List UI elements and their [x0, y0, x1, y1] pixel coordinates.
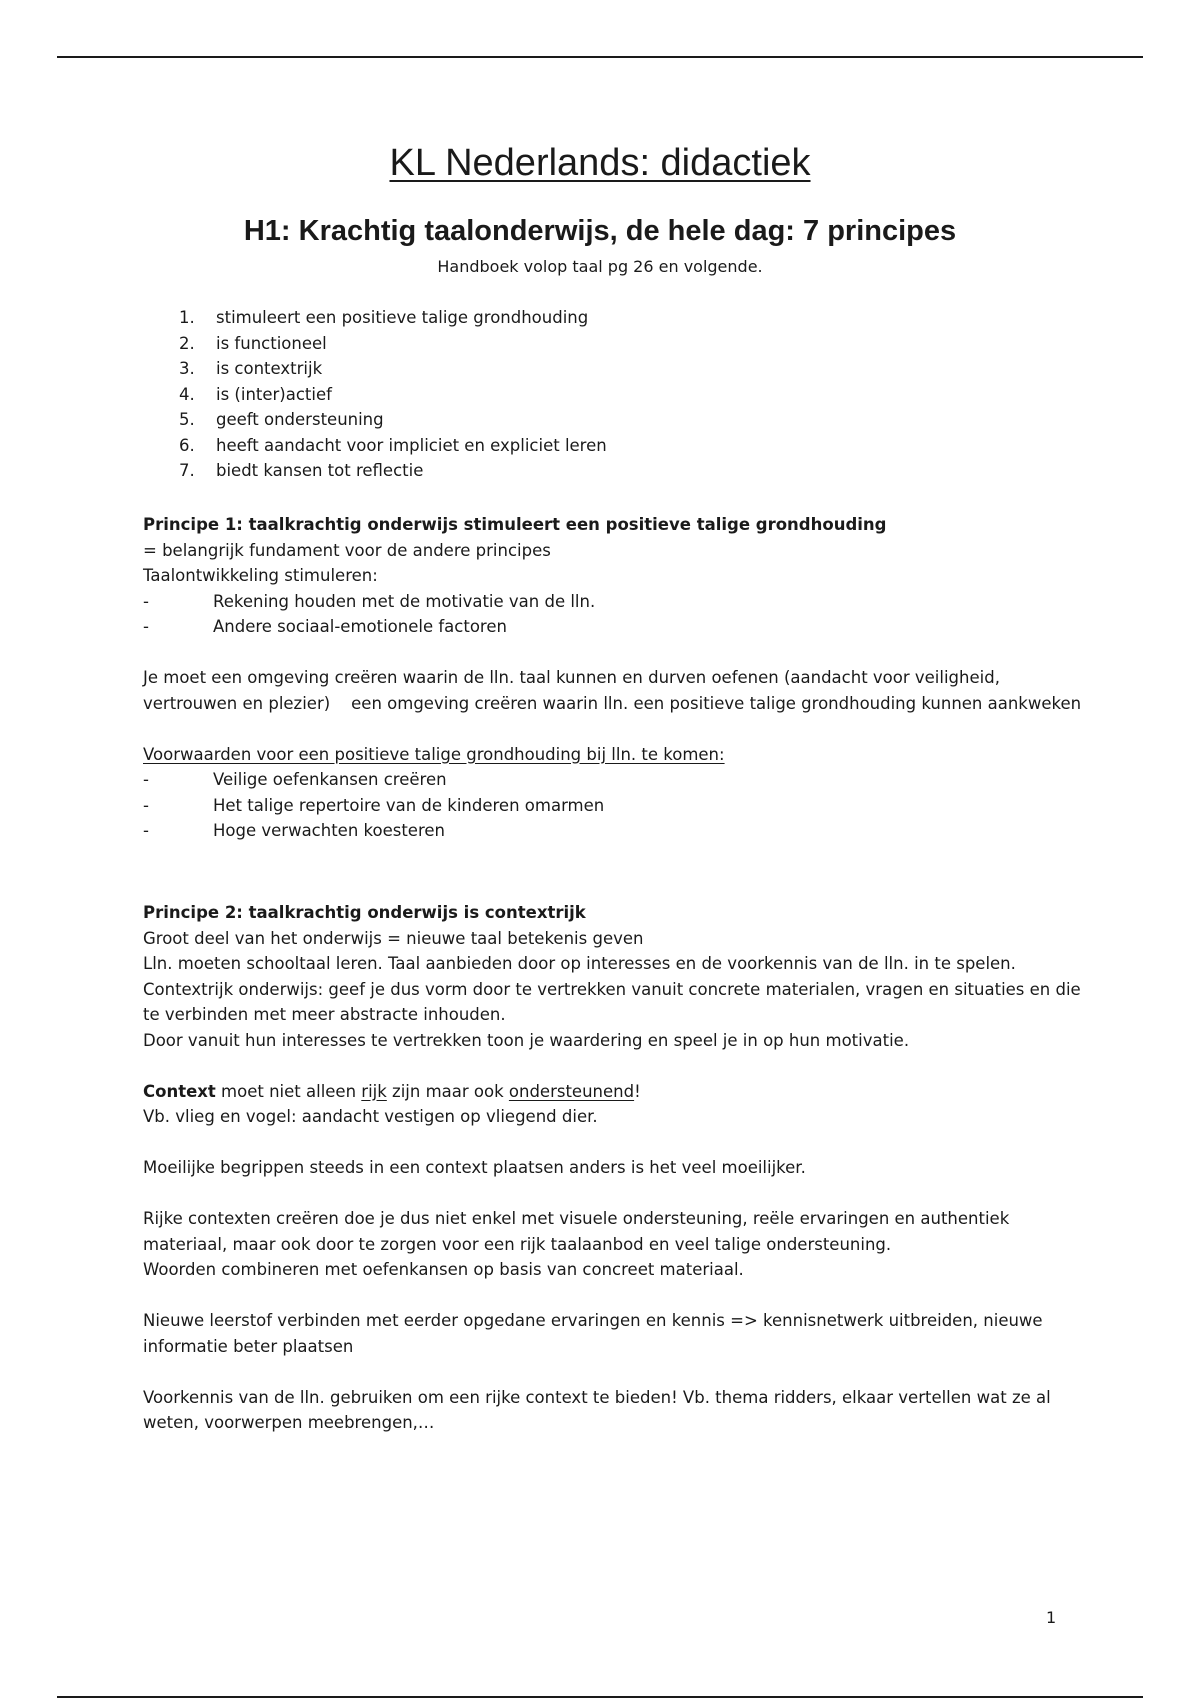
paragraph: Nieuwe leerstof verbinden met eerder opgedane ervaringen en kennis => kennisnetwerk uitbreiden, nieuwe informatie beter plaatsen — [143, 1311, 1043, 1356]
bullet-item: - Veilige oefenkansen creëren — [143, 770, 447, 789]
list-item: 4. is (inter)actief — [179, 384, 332, 404]
principle-1-heading: Principe 1: taalkrachtig onderwijs stimuleert een positieve talige grondhouding — [143, 515, 887, 534]
subtitle: Handboek volop taal pg 26 en volgende. — [437, 257, 763, 276]
text-line: Groot deel van het onderwijs = nieuwe taal betekenis geven — [143, 928, 644, 948]
list-item: 3. is contextrijk — [179, 359, 323, 378]
principle-2-section — [143, 900, 1083, 1436]
bullet-item: - Rekening houden met de motivatie van de lln. — [143, 591, 596, 611]
list-item: 1. stimuleert een positieve talige grondhouding — [179, 308, 589, 327]
text-line: Lln. moeten schooltaal leren. Taal aanbieden door op interesses en de voorkennis van de lln. in te spelen. — [143, 954, 1016, 973]
bullet-item: - Het talige repertoire van de kinderen omarmen — [143, 795, 605, 815]
top-rule — [57, 56, 1143, 58]
text-line: Taalontwikkeling stimuleren: — [143, 566, 378, 585]
principle-2-heading: Principe 2: taalkrachtig onderwijs is contextrijk — [143, 903, 586, 922]
list-item: 6. heeft aandacht voor impliciet en expliciet leren — [179, 435, 607, 455]
list-item: 5. geeft ondersteuning — [179, 410, 384, 429]
text-line: Contextrijk onderwijs: geef je dus vorm door te vertrekken vanuit concrete materialen, vragen en situaties en die te verbinden met meer abstracte inhouden. — [143, 979, 1081, 1024]
bullet-item: - Hoge verwachten koesteren — [143, 821, 445, 840]
page-title: KL Nederlands: didactiek — [389, 142, 811, 184]
list-item: 2. is functioneel — [179, 333, 327, 353]
conditions-heading: Voorwaarden voor een positieve talige grondhouding bij lln. te komen: — [143, 744, 725, 764]
paragraph: Woorden combineren met oefenkansen op basis van concreet materiaal. — [143, 1260, 744, 1279]
paragraph: Rijke contexten creëren doe je dus niet enkel met visuele ondersteuning, reële ervaringen en authentiek materiaal, maar ook door te zorgen voor een rijk taalaanbod en veel talige ondersteuning. — [143, 1209, 1010, 1254]
text-line: Door vanuit hun interesses te vertrekken toon je waardering en speel je in op hun motivatie. — [143, 1030, 910, 1050]
list-item: 7. biedt kansen tot reflectie — [179, 461, 424, 480]
bottom-rule — [57, 1696, 1143, 1698]
text-line: = belangrijk fundament voor de andere principes — [143, 540, 551, 560]
principle-1-section — [143, 512, 1083, 844]
principles-list — [143, 305, 1083, 484]
paragraph: Je moet een omgeving creëren waarin de lln. taal kunnen en durven oefenen (aandacht voor veiligheid, vertrouwen en plezier) een omgeving creëren waarin lln. een positieve talige grondhouding kunnen aankweken — [143, 668, 1082, 713]
paragraph: Voorkennis van de lln. gebruiken om een rijke context te bieden! Vb. thema ridders, elkaar vertellen wat ze al weten, voorwerpen meebrengen,… — [143, 1387, 1051, 1432]
chapter-heading: H1: Krachtig taalonderwijs, de hele dag: 7 principes — [243, 215, 957, 247]
context-line: Context moet niet alleen rijk zijn maar ook ondersteunend! — [143, 1081, 641, 1101]
paragraph: Moeilijke begrippen steeds in een context plaatsen anders is het veel moeilijker. — [143, 1158, 806, 1177]
text-line: Vb. vlieg en vogel: aandacht vestigen op vliegend dier. — [143, 1107, 598, 1126]
page-number: 1 — [1046, 1608, 1057, 1627]
bullet-item: - Andere sociaal-emotionele factoren — [143, 617, 507, 636]
